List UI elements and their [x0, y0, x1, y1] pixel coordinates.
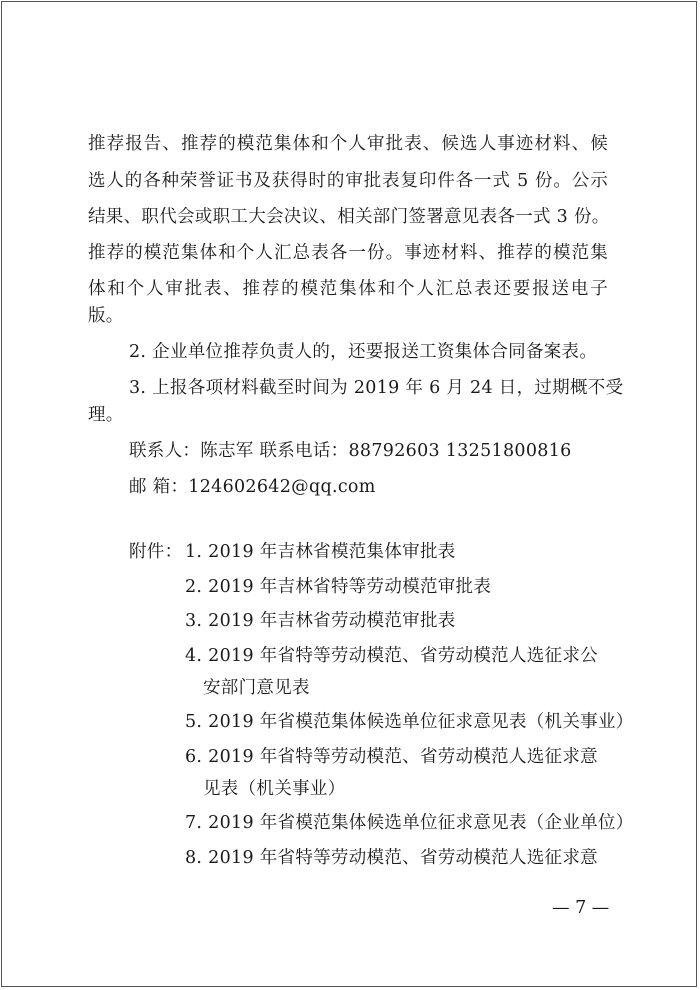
attachment-item-2: 2. 2019 年吉林省特等劳动模范审批表: [185, 577, 492, 597]
email-info: 邮 箱：124602642@qq.com: [129, 477, 376, 497]
attachment-item-8: 8. 2019 年省特等劳动模范、省劳动模范人选征求意: [185, 848, 598, 868]
attachment-item-3: 3. 2019 年吉林省劳动模范审批表: [185, 611, 456, 631]
contact-info: 联系人：陈志军 联系电话：88792603 13251800816: [129, 441, 572, 461]
body-line-4: 推荐的模范集体和个人汇总表各一份。事迹材料、推荐的模范集: [88, 243, 608, 263]
attachment-item-1: 1. 2019 年吉林省模范集体审批表: [185, 542, 456, 562]
page-number: — 7 —: [552, 898, 610, 918]
body-line-6: 版。: [88, 306, 124, 326]
attachment-item-7: 7. 2019 年省模范集体候选单位征求意见表（企业单位）: [185, 813, 634, 833]
body-line-5: 体和个人审批表、推荐的模范集体和个人汇总表还要报送电子: [88, 279, 608, 299]
attachment-item-5: 5. 2019 年省模范集体候选单位征求意见表（机关事业）: [185, 712, 634, 732]
body-line-3: 结果、职代会或职工大会决议、相关部门签署意见表各一式 3 份。: [88, 207, 610, 227]
body-line-1: 推荐报告、推荐的模范集体和个人审批表、候选人事迹材料、候: [88, 134, 608, 154]
note-item-3-line-2: 理。: [88, 405, 124, 425]
note-item-3-line-1: 3. 上报各项材料截至时间为 2019 年 6 月 24 日，过期概不受: [129, 378, 624, 398]
attachment-item-6: 6. 2019 年省特等劳动模范、省劳动模范人选征求意: [185, 747, 598, 767]
note-item-2: 2. 企业单位推荐负责人的，还要报送工资集体合同备案表。: [129, 342, 598, 362]
body-line-2: 选人的各种荣誉证书及获得时的审批表复印件各一式 5 份。公示: [88, 171, 608, 191]
attachment-item-4-cont: 安部门意见表: [203, 678, 310, 698]
attachment-item-6-cont: 见表（机关事业）: [203, 779, 346, 799]
attachment-item-4: 4. 2019 年省特等劳动模范、省劳动模范人选征求公: [185, 646, 598, 666]
attachments-label: 附件：: [129, 542, 183, 562]
